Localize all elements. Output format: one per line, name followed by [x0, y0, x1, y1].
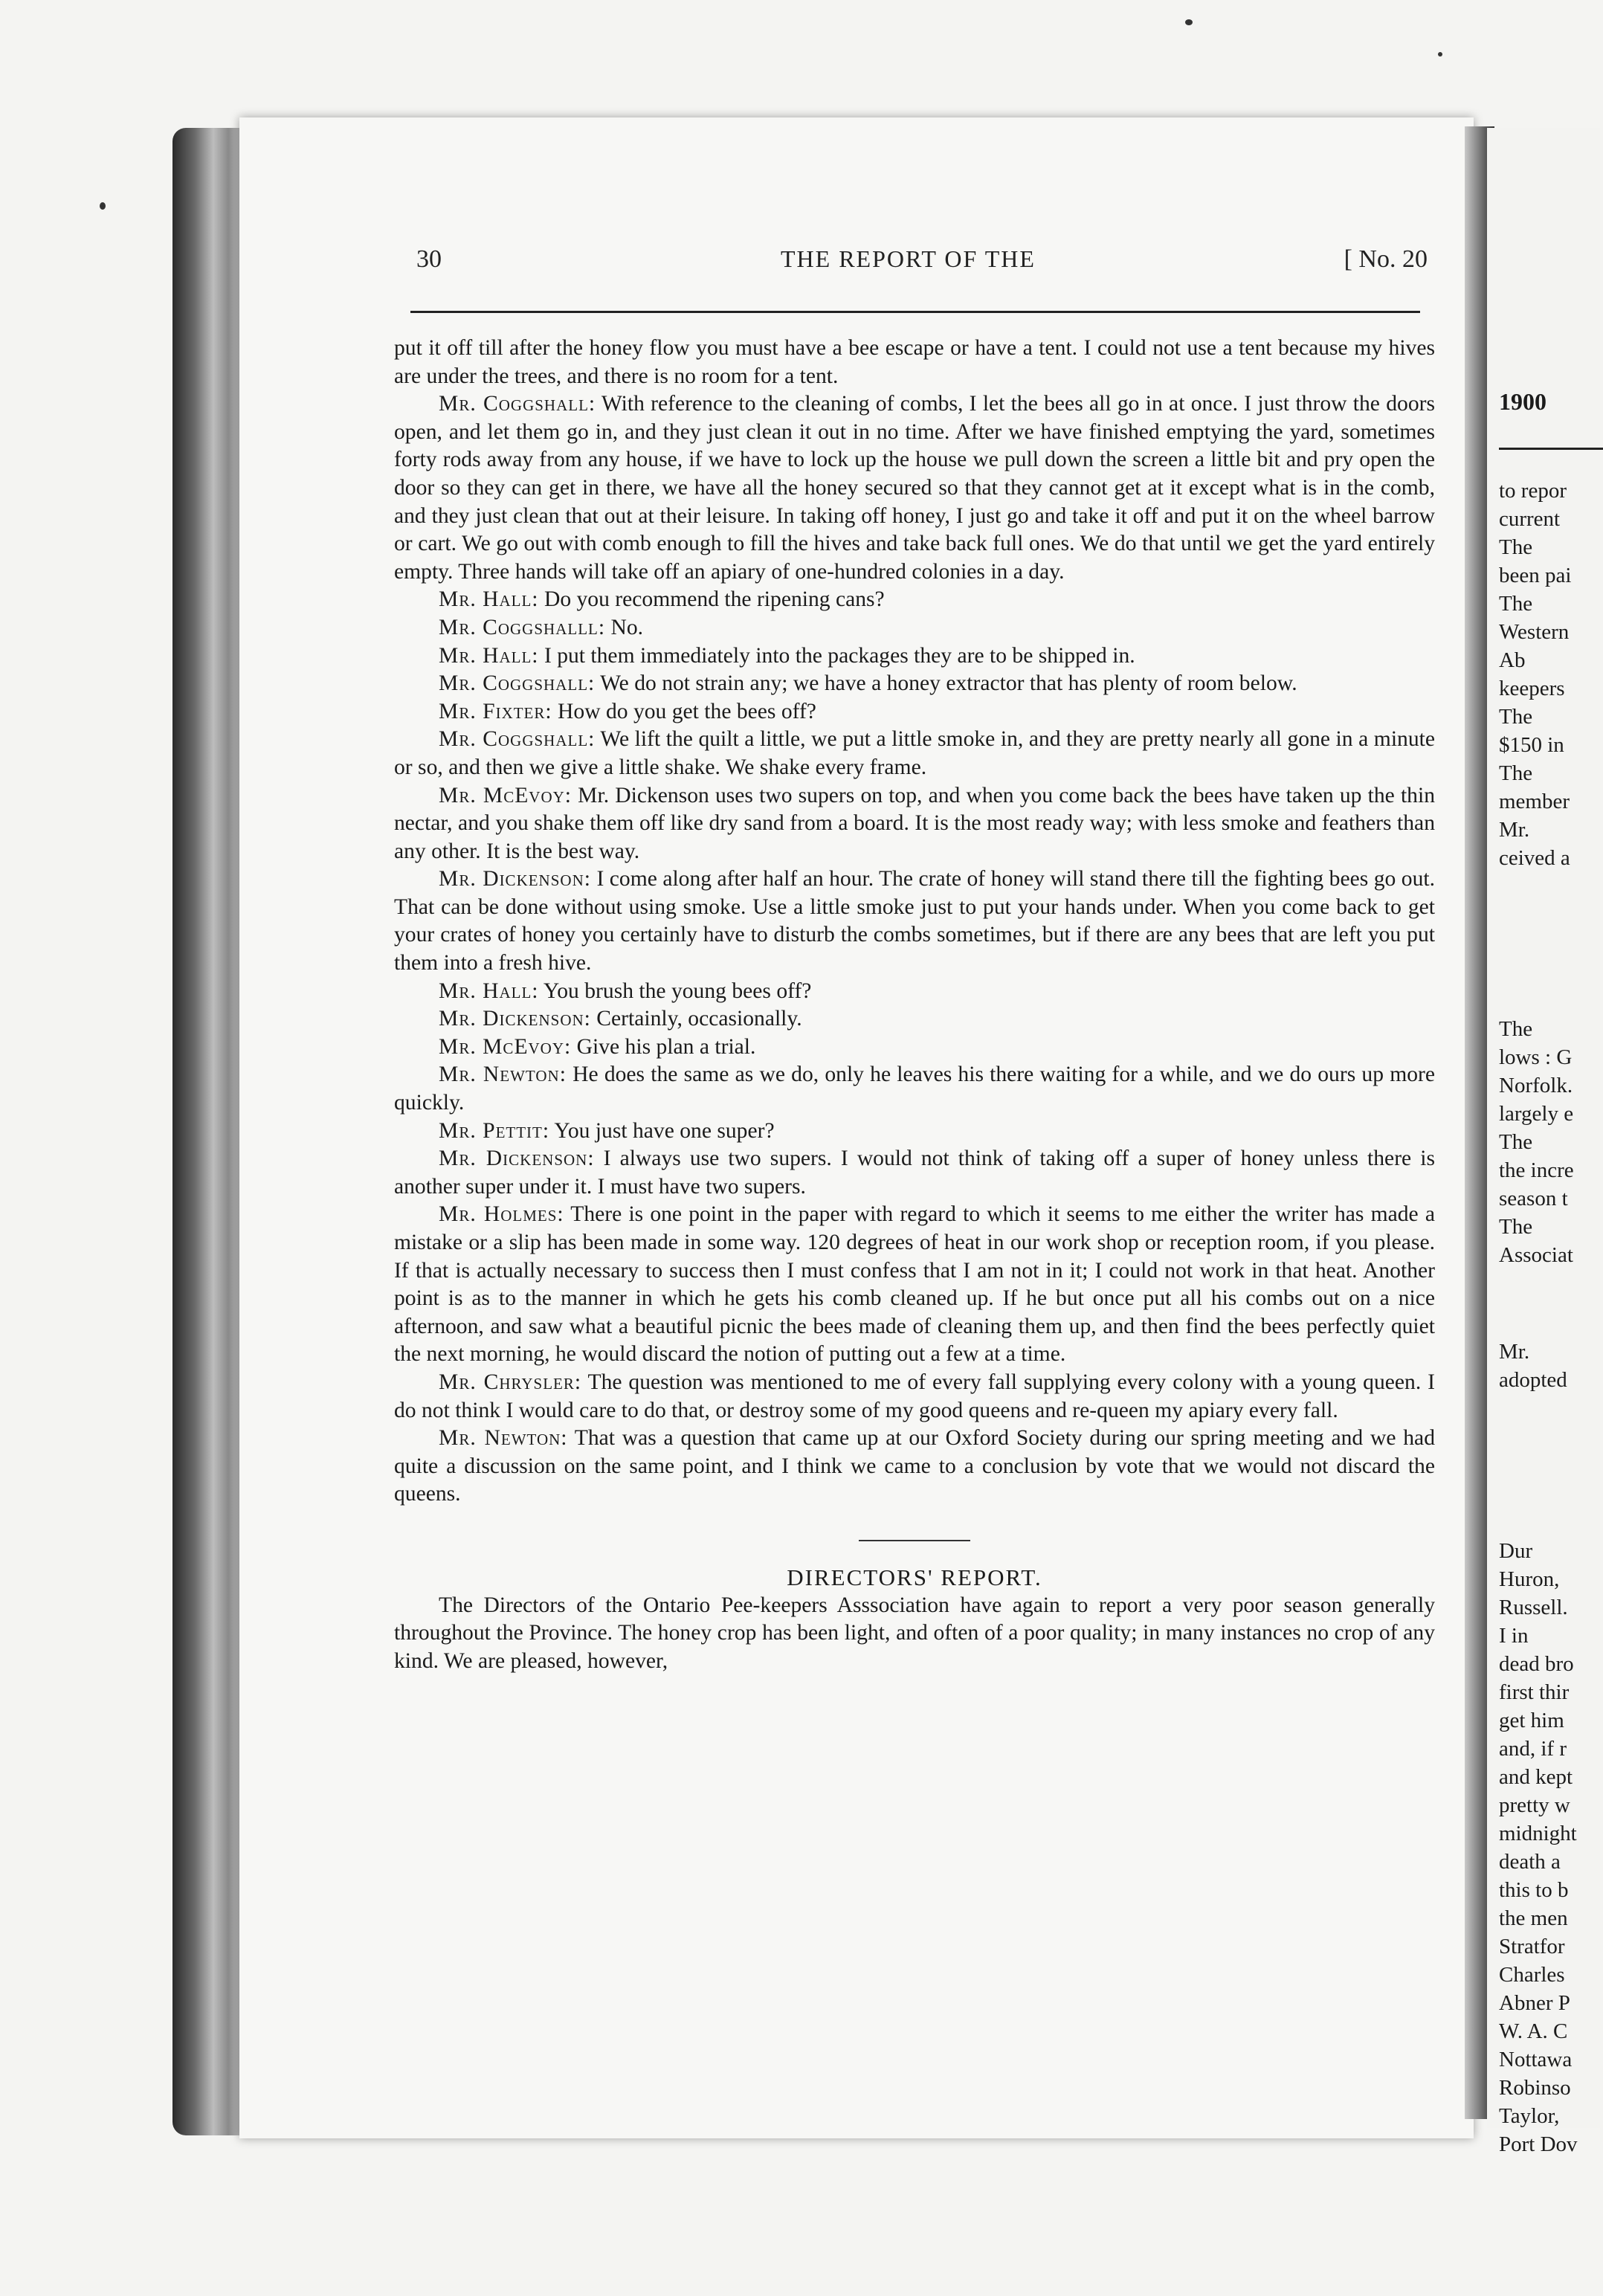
- next-page-line: The: [1499, 535, 1533, 559]
- paragraph: [394, 1425, 1435, 1509]
- paragraph: [394, 642, 1435, 671]
- paragraph: [394, 1369, 1435, 1425]
- next-page-line: The: [1499, 592, 1533, 616]
- section-paragraph: The Directors of the Ontario Pee-keepers Asssociation have again to report a very poor season generally throughout the Province. The honey crop has been light, and often of a poor quality; in many instances no crop of any kind. We are pleased, however,: [394, 1593, 1435, 1673]
- section-title: DIRECTORS' REPORT.: [787, 1564, 1042, 1590]
- next-page-line: I in: [1499, 1624, 1529, 1648]
- next-page-line: Mr.: [1499, 1340, 1530, 1364]
- speaker-name: Mr. Chrysler:: [439, 1370, 582, 1394]
- next-page-line: death a: [1499, 1850, 1561, 1874]
- next-page-line: get him: [1499, 1709, 1564, 1732]
- paragraph-text: He does the same as we do, only he leaves his there waiting for a while, and we do ours up more quickly.: [394, 1062, 1435, 1115]
- paragraph-text: I always use two supers. I would not think of taking off a super of honey unless there is another super under it. I must have two supers.: [394, 1147, 1435, 1199]
- next-page-line: Norfolk.: [1499, 1074, 1573, 1097]
- next-page-line: The: [1499, 1017, 1533, 1041]
- next-page-fragment: [1487, 128, 1600, 2156]
- next-page-line: keepers: [1499, 677, 1565, 700]
- next-page-line: Charles: [1499, 1963, 1565, 1987]
- next-page-line: this to b: [1499, 1878, 1569, 1902]
- book-edge: [172, 128, 247, 2135]
- paragraph: [394, 586, 1435, 614]
- paragraph-text: I put them immediately into the packages they are to be shipped in.: [538, 643, 1135, 668]
- paragraph-text: You brush the young bees off?: [538, 978, 812, 1003]
- next-page-line: Ab: [1499, 648, 1526, 672]
- speaker-name: Mr. Dickenson:: [439, 1147, 595, 1171]
- next-page-line: midnight: [1499, 1822, 1577, 1845]
- paragraph-text: With reference to the cleaning of combs, I let the bees all go in at once. I just throw the doors open, and let them go in, and they just clean it out in no time. After we have finished emptying the yard, sometimes forty rods away from any house, if we have to lock up the house we pull down the screen a little bit and pry open the door so they can get in there, we have all the honey secured so that they cannot get at it except what is in the comb, and they just clean that out at their leisure. In taking off honey, I just go and take it off and put it on the wheel barrow or cart. We go out with comb enough to fill the hives and take back full ones. We do that until we get the yard entirely empty. Three hands will take off an apiary of one-hundred colonies in a day.: [394, 392, 1435, 584]
- next-page-line: $150 in: [1499, 733, 1564, 757]
- next-page-line: Robinso: [1499, 2076, 1571, 2100]
- section-separator: [859, 1540, 970, 1541]
- next-page-line: dead bro: [1499, 1652, 1574, 1676]
- paragraph-text: We lift the quilt a little, we put a little smoke in, and they are pretty nearly all gone in a minute or so, and then we give a little shake. We shake every frame.: [394, 727, 1435, 779]
- next-page-line: pretty w: [1499, 1793, 1570, 1817]
- speaker-name: Mr. Coggshall:: [439, 392, 596, 416]
- paragraph: [394, 614, 1435, 642]
- next-page-line: ceived a: [1499, 846, 1570, 870]
- next-page-line: current: [1499, 507, 1561, 531]
- paragraph-text: Mr. Dickenson uses two supers on top, and when you come back the bees have taken up the thin nectar, and you shake them off like dry sand from a board. It is the most ready way; with less smoke and feathers than any other. It is the best way.: [394, 783, 1435, 863]
- next-page-line: largely e: [1499, 1102, 1574, 1126]
- speaker-name: Mr. Newton:: [439, 1426, 568, 1451]
- paragraph: [394, 1005, 1435, 1033]
- speaker-name: Mr. Pettit:: [439, 1118, 550, 1143]
- header-rule: [410, 311, 1420, 313]
- next-page-line: adopted: [1499, 1368, 1567, 1392]
- next-page-line: W. A. C: [1499, 2019, 1568, 2043]
- next-page-line: Nottawa: [1499, 2048, 1573, 2071]
- paragraph-text: Do you recommend the ripening cans?: [538, 587, 885, 612]
- next-page-line: the incre: [1499, 1158, 1574, 1182]
- next-page-line: first thir: [1499, 1680, 1570, 1704]
- next-page-line: season t: [1499, 1187, 1568, 1210]
- speaker-name: Mr. Hall:: [439, 587, 539, 612]
- speaker-name: Mr. McEvoy:: [439, 1034, 572, 1059]
- paragraph-text: Certainly, occasionally.: [590, 1007, 802, 1031]
- speaker-name: Mr. Hall:: [439, 643, 539, 668]
- paragraph-text: We do not strain any; we have a honey extractor that has plenty of room below.: [595, 671, 1297, 696]
- paragraph-text: put it off till after the honey flow you must have a bee escape or have a tent. I could not use a tent because my hives are under the trees, and there is no room for a tent.: [394, 336, 1435, 388]
- page-header: [416, 245, 1428, 290]
- speaker-name: Mr. Hall:: [439, 978, 539, 1003]
- paragraph-text: Give his plan a trial.: [571, 1034, 756, 1059]
- next-page-line: to repor: [1499, 479, 1567, 503]
- issue-number: [ No. 20: [1344, 245, 1428, 273]
- next-page-line: Port Dov: [1499, 2132, 1578, 2156]
- paragraph: [394, 865, 1435, 977]
- next-page-line: The: [1499, 1130, 1533, 1154]
- paragraph-text: No.: [605, 615, 644, 639]
- next-page-line: the men: [1499, 1906, 1568, 1930]
- paragraph: [394, 978, 1435, 1006]
- paragraph: [394, 782, 1435, 866]
- page-body: [394, 335, 1435, 1675]
- speaker-name: Mr. Holmes:: [439, 1202, 564, 1227]
- next-page-line: Mr.: [1499, 818, 1530, 842]
- paragraph: [394, 335, 1435, 390]
- page-number: 30: [416, 245, 442, 273]
- next-page-line: member: [1499, 790, 1570, 813]
- next-page-line: The: [1499, 705, 1533, 729]
- speaker-name: Mr. Newton:: [439, 1062, 567, 1087]
- speaker-name: Mr. Coggshall:: [439, 671, 596, 696]
- paragraph: [394, 1118, 1435, 1146]
- next-page-line: Russell.: [1499, 1596, 1568, 1619]
- speaker-name: Mr. Dickenson:: [439, 1007, 591, 1031]
- speaker-name: Mr. Fixter:: [439, 699, 552, 723]
- speaker-name: Mr. Coggshall:: [439, 727, 596, 752]
- running-title: THE REPORT OF THE: [781, 245, 1036, 272]
- paragraph-text: That was a question that came up at our Oxford Society during our spring meeting and we had quite a discussion on the same point, and I think we came to a conclusion by vote that we would not discard the queens.: [394, 1426, 1435, 1506]
- next-page-line: Associat: [1499, 1243, 1573, 1267]
- next-page-line: Western: [1499, 620, 1570, 644]
- next-page-line: Huron,: [1499, 1567, 1560, 1591]
- paragraph-text: You just have one super?: [549, 1118, 775, 1143]
- paragraph: [394, 1145, 1435, 1201]
- discussion-text: [394, 335, 1435, 1509]
- paragraph: [394, 670, 1435, 698]
- speaker-name: Mr. Dickenson:: [439, 867, 591, 891]
- paragraph: [394, 1201, 1435, 1369]
- paragraph-text: There is one point in the paper with regard to which it seems to me either the writer has made a mistake or a slip has been made in some way. 120 degrees of heat in our work shop or reception room, if you please. If that is actually necessary to success then I must confess that I am not in it; I could not work in that heat. Another point is as to the manner in which he gets his comb cleaned up. If he but once put all his combs out on a nice afternoon, and saw what a beautiful picnic the bees made of cleaning them up, and then find the bees perfectly quiet the next morning, he would discard the notion of putting out a few at a time.: [394, 1202, 1435, 1367]
- paragraph-text: The question was mentioned to me of every fall supplying every colony with a young queen. I do not think I would care to do that, or destroy some of my good queens and re-queen my apiary every fall.: [394, 1370, 1435, 1422]
- paragraph: [394, 1061, 1435, 1117]
- paragraph-text: I come along after half an hour. The crate of honey will stand there till the fighting bees go out. That can be done without using smoke. Use a little smoke just to put your hands under. When you come back to get your crates of honey you certainly have to disturb the combs sometimes, but if there are any bees that are left you put them into a fresh hive.: [394, 867, 1435, 976]
- paragraph: [394, 698, 1435, 726]
- speaker-name: Mr. McEvoy:: [439, 783, 572, 807]
- next-page-line: lows : G: [1499, 1045, 1573, 1069]
- next-page-year: 1900: [1499, 388, 1546, 415]
- paragraph-text: How do you get the bees off?: [552, 699, 816, 723]
- next-page-line: and, if r: [1499, 1737, 1567, 1761]
- next-page-line: Abner P: [1499, 1991, 1570, 2015]
- paragraph: [394, 726, 1435, 781]
- paragraph: [394, 390, 1435, 586]
- next-page-line: Taylor,: [1499, 2104, 1560, 2128]
- next-page-line: Stratfor: [1499, 1935, 1565, 1958]
- paragraph: [394, 1033, 1435, 1062]
- next-page-line: Dur: [1499, 1539, 1533, 1563]
- next-page-line: The: [1499, 1215, 1533, 1239]
- next-page-line: been pai: [1499, 564, 1572, 587]
- next-page-line: and kept: [1499, 1765, 1573, 1789]
- next-page-line: The: [1499, 761, 1533, 785]
- speaker-name: Mr. Coggshalll:: [439, 615, 606, 639]
